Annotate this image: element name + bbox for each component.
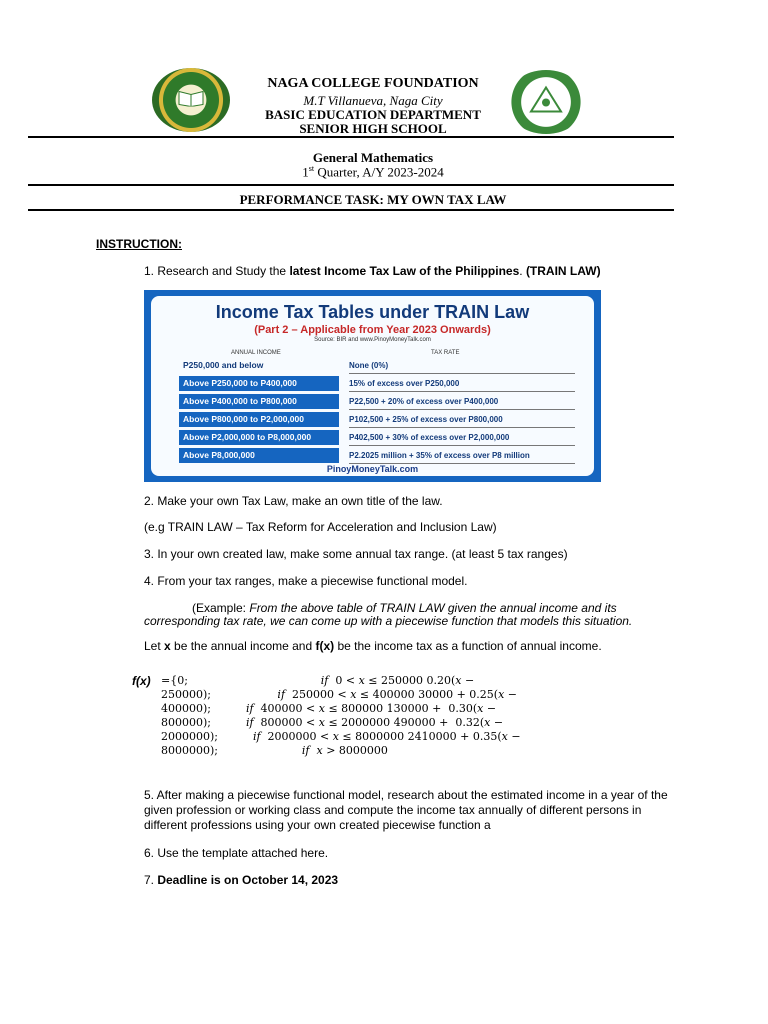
department-name: BASIC EDUCATION DEPARTMENT: [265, 107, 481, 122]
tax-row-income: Above P2,000,000 to P8,000,000: [179, 430, 339, 445]
formula-line: ={0; 𝑖𝑓 0 < 𝑥 ≤ 250000 0.20(𝑥 −: [161, 674, 475, 687]
instruction-item-5-line-2: given profession or working class and compute the income tax annually of different persons in: [144, 803, 642, 817]
train-law-tax-table: [144, 290, 601, 482]
tax-row-income: Above P8,000,000: [179, 448, 339, 463]
tax-rate-header: TAX RATE: [431, 350, 460, 356]
tax-row: [179, 358, 575, 375]
formula-line: 8000000); 𝑖𝑓 𝑥 > 8000000: [161, 744, 388, 757]
instruction-item-5-line-1: 5. After making a piecewise functional model, research about the estimated income in a year of the: [144, 788, 668, 802]
formula-line: 800000); 𝑖𝑓 800000 < 𝑥 ≤ 2000000 490000 + 0.32(𝑥 −: [161, 716, 504, 729]
instruction-item-5-line-3: different professions using your own created piecewise function a: [144, 818, 491, 832]
tax-row: [179, 376, 575, 393]
formula-line: 400000); 𝑖𝑓 400000 < 𝑥 ≤ 800000 130000 + 0.30(𝑥 −: [161, 702, 497, 715]
tax-row-income: P250,000 and below: [183, 360, 264, 370]
tax-row: [179, 430, 575, 447]
instruction-heading: INSTRUCTION:: [96, 237, 182, 251]
tax-row-rate: P102,500 + 25% of excess over P800,000: [349, 412, 575, 428]
formula-label: f(x): [132, 674, 151, 688]
division-name: SENIOR HIGH SCHOOL: [299, 121, 447, 136]
instruction-item-1: 1. Research and Study the latest Income Tax Law of the Philippines. (TRAIN LAW): [144, 264, 601, 278]
tax-row-rate: P22,500 + 20% of excess over P400,000: [349, 394, 575, 410]
course-divider: [28, 184, 674, 186]
tax-row-income: Above P400,000 to P800,000: [179, 394, 339, 409]
tax-row-rate: None (0%): [349, 358, 575, 374]
title-divider: [28, 209, 674, 211]
instruction-item-4: 4. From your tax ranges, make a piecewise functional model.: [144, 574, 468, 588]
tax-row-rate: 15% of excess over P250,000: [349, 376, 575, 392]
train-table-source: Source: BIR and www.PinoyMoneyTalk.com: [314, 337, 431, 343]
tax-row-income: Above P800,000 to P2,000,000: [179, 412, 339, 427]
tax-row-rate: P2.2025 million + 35% of excess over P8 million: [349, 448, 575, 464]
instruction-item-6: 6. Use the template attached here.: [144, 846, 329, 860]
school-name: NAGA COLLEGE FOUNDATION: [267, 76, 479, 91]
example-line-2: corresponding tax rate, we can come up with a piecewise function that models this situation.: [144, 614, 633, 628]
tax-row-rate: P402,500 + 30% of excess over P2,000,000: [349, 430, 575, 446]
header-divider: [28, 136, 674, 138]
train-table-subtitle: (Part 2 – Applicable from Year 2023 Onwards): [254, 324, 491, 336]
example-line-1: (Example: From the above table of TRAIN LAW given the annual income and its: [192, 601, 617, 615]
instruction-item-2: 2. Make your own Tax Law, make an own title of the law.: [144, 494, 443, 508]
task-title: PERFORMANCE TASK: MY OWN TAX LAW: [239, 192, 507, 207]
school-address: M.T Villanueva, Naga City: [303, 93, 443, 108]
subject-title: General Mathematics: [312, 150, 434, 165]
instruction-item-7: 7. Deadline is on October 14, 2023: [144, 873, 339, 887]
tax-row-income: Above P250,000 to P400,000: [179, 376, 339, 391]
tax-row: [179, 394, 575, 411]
tax-row: [179, 412, 575, 429]
quarter-line: 1st Quarter, A/Y 2023-2024: [302, 164, 444, 180]
instruction-example-law: (e.g TRAIN LAW – Tax Reform for Acceleration and Inclusion Law): [144, 520, 497, 534]
let-statement: Let x be the annual income and f(x) be the income tax as a function of annual income.: [144, 639, 602, 653]
train-table-card: [151, 296, 594, 476]
train-table-title: Income Tax Tables under TRAIN Law: [215, 302, 530, 322]
tax-row: [179, 448, 575, 465]
formula-line: 2000000); 𝑖𝑓 2000000 < 𝑥 ≤ 8000000 2410000 + 0.35(𝑥 −: [161, 730, 521, 743]
annual-income-header: ANNUAL INCOME: [231, 350, 281, 356]
pinoymoneytalk-brand: PinoyMoneyTalk.com: [326, 464, 419, 474]
formula-line: 250000); 𝑖𝑓 250000 < 𝑥 ≤ 400000 30000 + 0.25(𝑥 −: [161, 688, 518, 701]
instruction-item-3: 3. In your own created law, make some annual tax range. (at least 5 tax ranges): [144, 547, 568, 561]
